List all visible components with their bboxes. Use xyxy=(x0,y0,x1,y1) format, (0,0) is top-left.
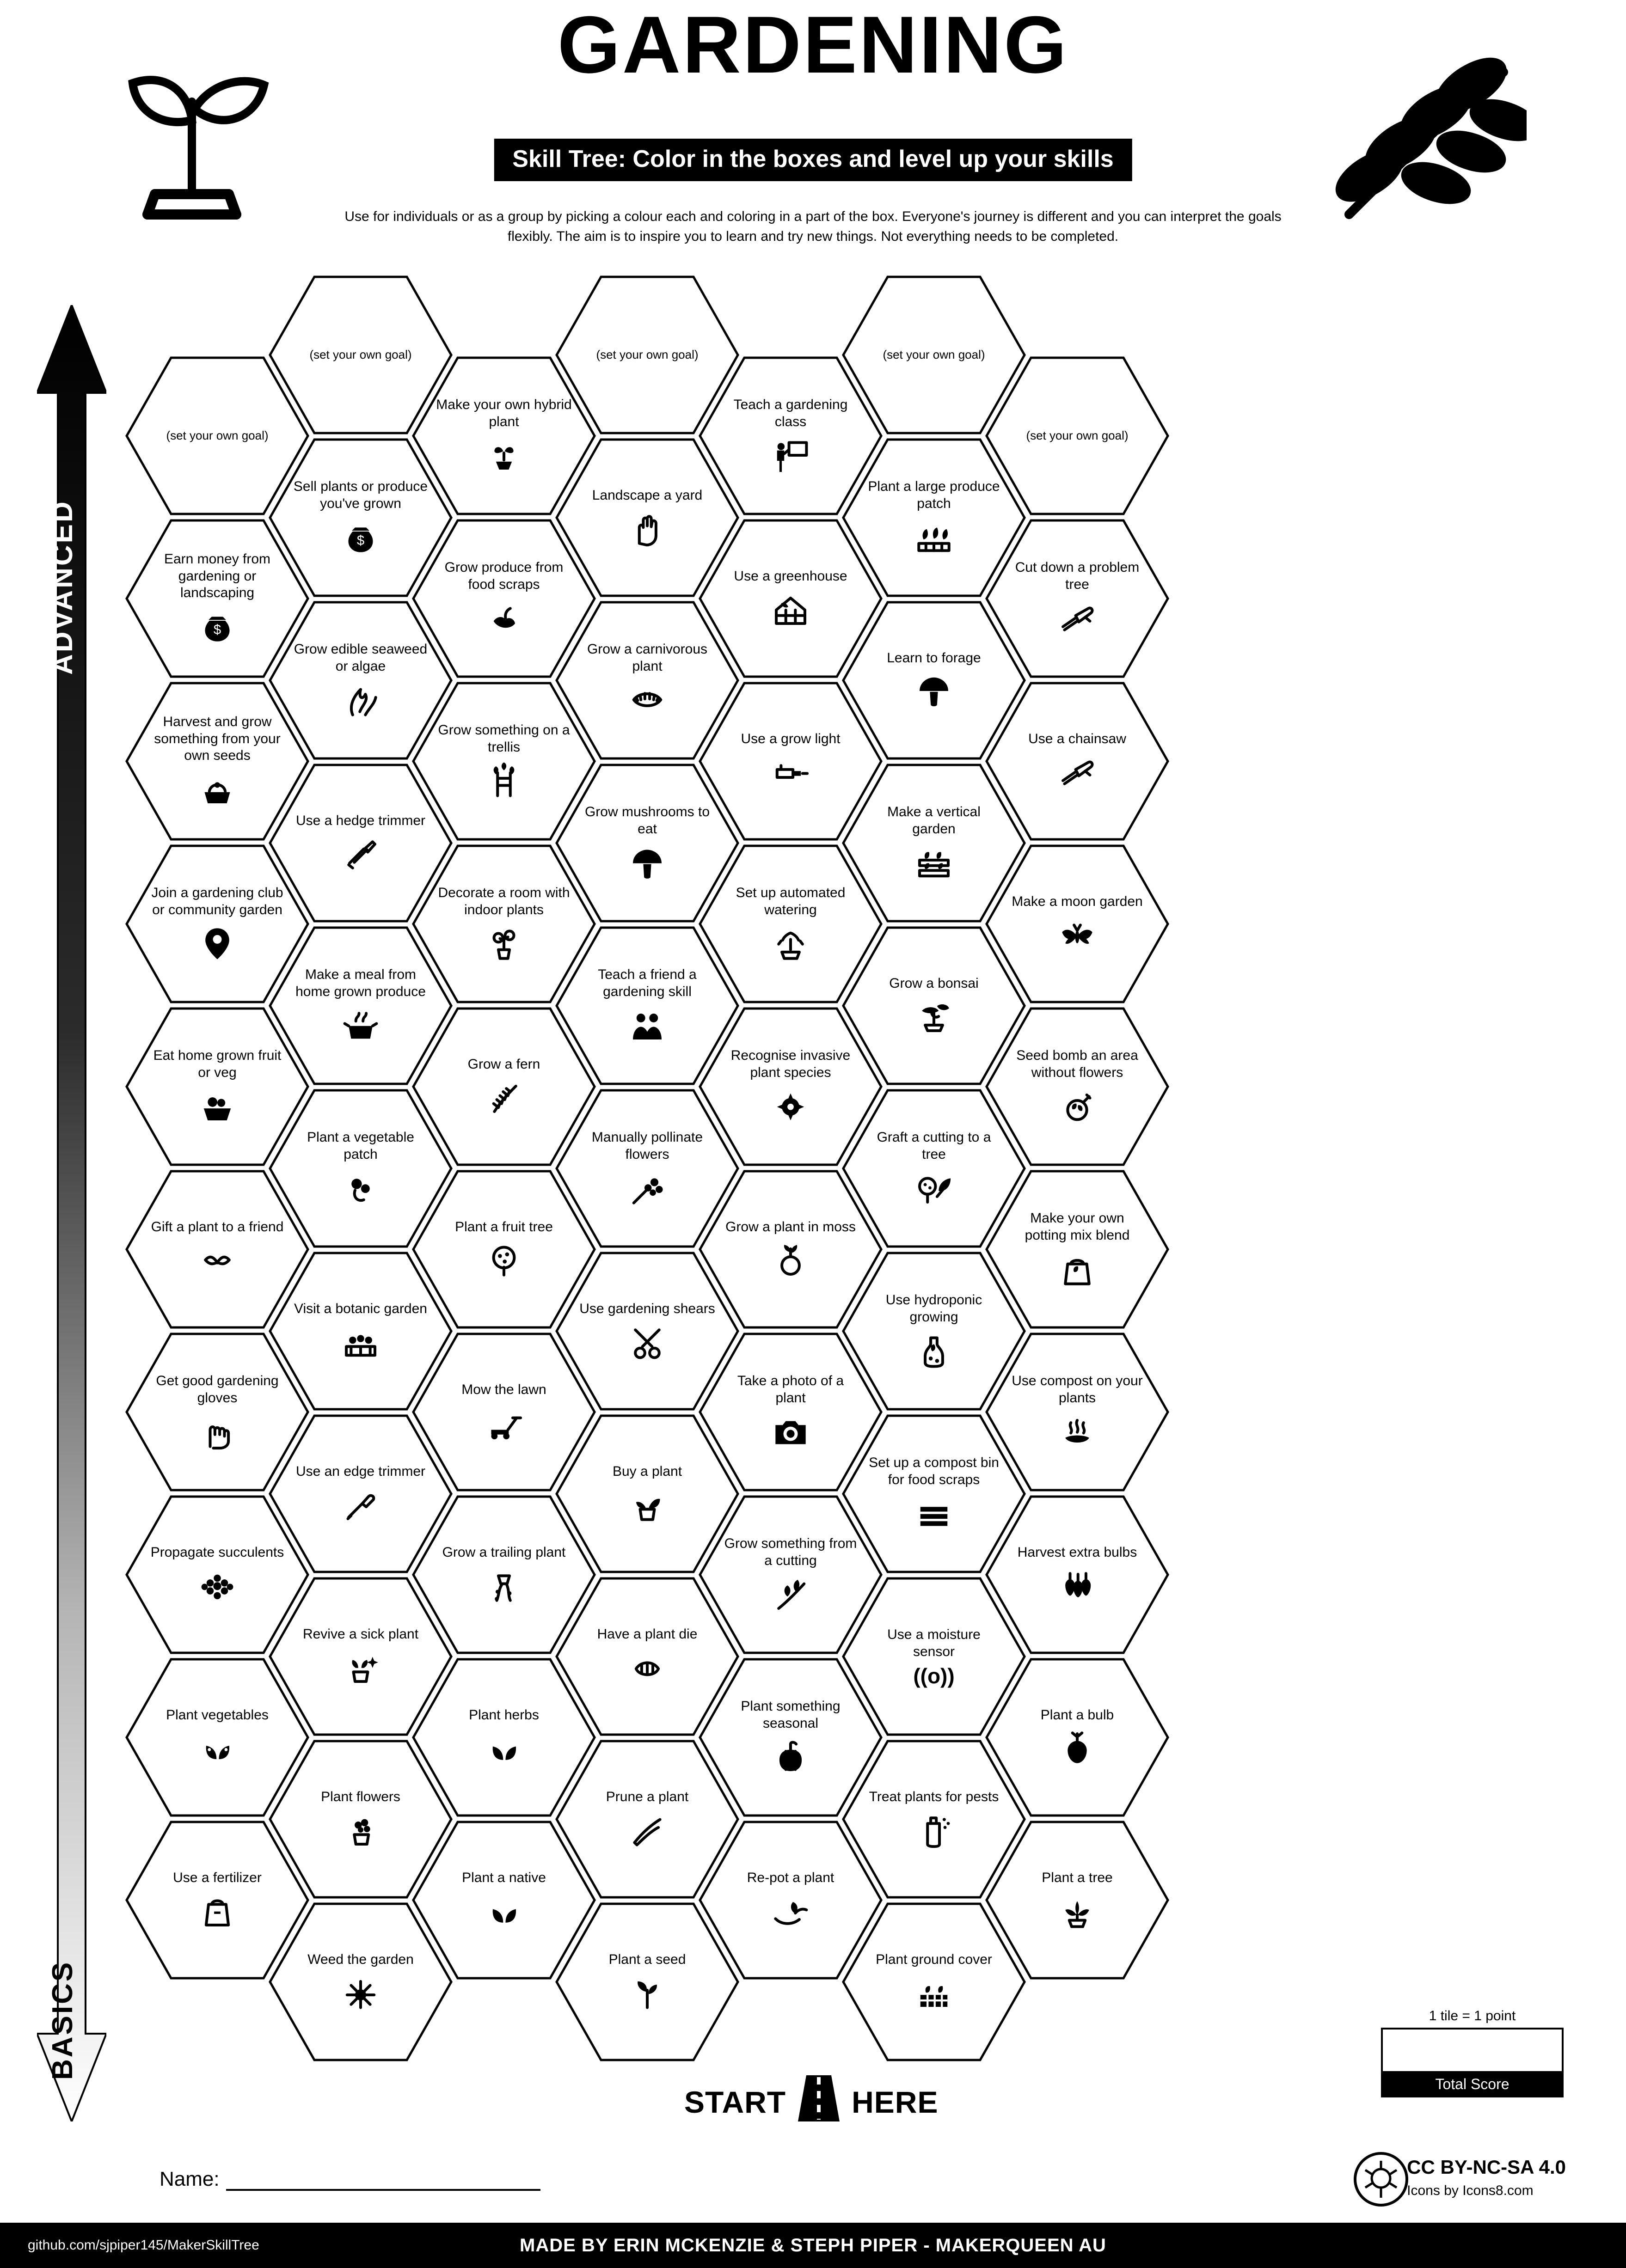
cooking-pot-icon xyxy=(341,1005,380,1045)
skill-tile-label: Teach a friend a gardening skill xyxy=(598,967,697,999)
name-input-line[interactable] xyxy=(226,2187,540,2191)
skill-tile-label: Prune a plant xyxy=(606,1789,689,1804)
trellis-icon xyxy=(484,761,524,801)
skill-tile-label: Decorate a room with indoor plants xyxy=(438,885,570,917)
mushroom-forage-icon xyxy=(914,671,954,711)
skill-tile-label: Gift a plant to a friend xyxy=(151,1219,284,1235)
gift-plant-icon xyxy=(197,1240,237,1280)
potted-plant-icon xyxy=(627,1485,667,1524)
subtitle-banner: Skill Tree: Color in the boxes and level up your skills xyxy=(494,139,1132,181)
skill-tile[interactable] xyxy=(985,1495,1170,1655)
axis-label-basics: BASICS xyxy=(47,1960,79,2080)
skill-tile-label: Plant ground cover xyxy=(876,1951,992,1967)
skill-tile-label: Buy a plant xyxy=(612,1463,682,1479)
seaweed-icon xyxy=(341,680,380,720)
skill-tile[interactable] xyxy=(985,1007,1170,1167)
footer-repo-link[interactable]: github.com/sjpiper145/MakerSkillTree xyxy=(28,2237,259,2253)
skill-tile-label: Harvest extra bulbs xyxy=(1017,1544,1137,1560)
bulb-icon xyxy=(1057,1728,1097,1768)
money-bag-icon xyxy=(341,517,380,557)
herbs-icon xyxy=(484,1728,524,1768)
skill-tile-label: Visit a botanic garden xyxy=(294,1301,427,1316)
skill-tile-label: Make your own potting mix blend xyxy=(1025,1210,1130,1243)
name-field-row xyxy=(160,2168,540,2191)
veg-patch-icon xyxy=(341,1168,380,1208)
graft-icon xyxy=(914,1168,954,1208)
skill-tile-label: Use a fertilizer xyxy=(173,1870,262,1885)
skill-tile[interactable] xyxy=(985,1332,1170,1492)
skill-tile-label: Plant a fruit tree xyxy=(455,1219,553,1235)
score-note: 1 tile = 1 point xyxy=(1429,2008,1516,2023)
seed-tray-icon xyxy=(197,769,237,809)
skill-tile-label: Have a plant die xyxy=(597,1626,698,1642)
indoor-plant-icon xyxy=(484,923,524,963)
vertical-garden-icon xyxy=(914,843,954,882)
skill-tile-label: Use gardening shears xyxy=(579,1301,715,1316)
seed-bomb-icon xyxy=(1057,1086,1097,1126)
skill-tile-label: Plant a vegetable patch xyxy=(307,1130,414,1162)
fertilizer-bag-icon xyxy=(197,1891,237,1931)
skill-tile-label: Use a moisture sensor xyxy=(887,1627,981,1659)
money-bag-icon xyxy=(197,606,237,646)
skill-tile-label: Mow the lawn xyxy=(461,1382,546,1397)
skill-tile-label: Eat home grown fruit or veg xyxy=(153,1048,282,1080)
skill-tile-label: Cut down a problem tree xyxy=(1015,560,1140,592)
chainsaw-icon xyxy=(1057,598,1097,638)
skill-tile-label: (set your own goal) xyxy=(309,348,412,362)
compost-bin-icon xyxy=(914,1493,954,1533)
grow-light-icon xyxy=(771,752,810,792)
svg-text:$: $ xyxy=(213,623,221,638)
skill-tile-label: Take a photo of a plant xyxy=(737,1373,844,1406)
repot-icon xyxy=(771,1891,810,1931)
page-title: GARDENING xyxy=(557,0,1069,90)
skill-tile-label: Grow a carnivorous plant xyxy=(587,642,708,674)
sprout-leaves-icon xyxy=(197,1728,237,1768)
skill-tile-label: Use compost on your plants xyxy=(1012,1373,1143,1406)
skill-tile-label: Make a vertical garden xyxy=(887,804,981,837)
carnivorous-plant-icon xyxy=(627,680,667,720)
skill-tile-label: Grow edible seaweed or algae xyxy=(294,642,428,674)
succulent-icon xyxy=(197,1565,237,1605)
tree-pot-icon xyxy=(1057,1891,1097,1931)
skill-tile-label: Treat plants for pests xyxy=(869,1789,999,1804)
skill-tile-label: Earn money from gardening or landscaping xyxy=(164,551,271,601)
license-block xyxy=(1407,2156,1566,2199)
road-icon xyxy=(798,2075,840,2128)
compost-icon xyxy=(1057,1412,1097,1451)
skill-tile[interactable] xyxy=(985,519,1170,679)
shears-icon xyxy=(627,1322,667,1362)
moss-ball-icon xyxy=(771,1240,810,1280)
chainsaw-icon xyxy=(1057,752,1097,792)
skill-tile-label: Plant a bulb xyxy=(1040,1707,1114,1723)
skill-tile-label: Use an edge trimmer xyxy=(295,1463,426,1479)
skill-tile-label: (set your own goal) xyxy=(596,348,699,362)
skill-tile-label: Learn to forage xyxy=(887,650,981,666)
skill-tile[interactable] xyxy=(985,844,1170,1004)
skill-tile-label: Use a chainsaw xyxy=(1028,731,1126,746)
greenhouse-icon xyxy=(771,589,810,629)
moth-icon xyxy=(1057,915,1097,954)
weed-icon xyxy=(341,1973,380,2012)
creative-commons-badge-icon xyxy=(1353,2152,1409,2209)
score-entry-field[interactable] xyxy=(1381,2028,1564,2073)
seedling-icon xyxy=(627,1973,667,2012)
hydroponic-icon xyxy=(914,1331,954,1370)
skill-tile-label: Grow a plant in moss xyxy=(725,1219,856,1235)
skill-tile-label: Revive a sick plant xyxy=(302,1626,419,1642)
pest-spray-icon xyxy=(914,1810,954,1850)
skill-tile-label: Seed bomb an area without flowers xyxy=(1016,1048,1138,1080)
skill-tile-label: Use a hedge trimmer xyxy=(295,813,426,828)
mushroom-icon xyxy=(627,843,667,882)
skill-tile-label: Plant vegetables xyxy=(166,1707,269,1723)
gloves-icon xyxy=(197,1412,237,1451)
skill-tile-label: Join a gardening club or community garden xyxy=(151,885,283,917)
axis-label-advanced: ADVANCED xyxy=(47,500,79,675)
intro-paragraph: Use for individuals or as a group by picking a colour each and coloring in a part of the box. Everyone's journey is different and you can interpret the goals flexibly. The aim is to inspire you to learn and try new things. Not everything needs to be completed. xyxy=(344,209,1282,244)
start-here-marker xyxy=(684,2075,938,2128)
lawn-mower-icon xyxy=(484,1403,524,1443)
landscape-icon xyxy=(627,508,667,548)
bonsai-icon xyxy=(914,996,954,1036)
skill-tile-label: Plant a seed xyxy=(608,1951,686,1967)
skill-tile-label: Use a greenhouse xyxy=(734,568,847,584)
skill-tile-label: Grow a trailing plant xyxy=(442,1544,566,1560)
fruit-basket-icon xyxy=(197,1086,237,1126)
skill-tile-label: Weed the garden xyxy=(307,1951,414,1967)
skill-tile-label: Plant something seasonal xyxy=(741,1699,841,1731)
moisture-sensor-icon: ((o)) xyxy=(913,1663,955,1688)
produce-patch-icon xyxy=(914,517,954,557)
food-scraps-icon xyxy=(484,598,524,638)
fruit-tree-icon xyxy=(484,1240,524,1280)
native-plant-icon xyxy=(484,1891,524,1931)
skill-tile-label: Grow something from a cutting xyxy=(724,1536,857,1568)
icons-credit: Icons by Icons8.com xyxy=(1407,2183,1534,2198)
skill-tile-label: Make a moon garden xyxy=(1012,893,1143,909)
skill-tile-label: Manually pollinate flowers xyxy=(591,1130,703,1162)
fern-icon xyxy=(484,1077,524,1117)
pruning-shears-icon xyxy=(627,1810,667,1850)
trailing-plant-icon xyxy=(484,1565,524,1605)
start-word: START xyxy=(684,2085,786,2119)
skill-tile[interactable] xyxy=(985,1820,1170,1980)
skill-tile-label: Sell plants or produce you've grown xyxy=(293,479,428,511)
teach-friend-icon xyxy=(627,1005,667,1045)
skill-tile-label: (set your own goal) xyxy=(1026,428,1129,443)
skill-tile-label: Plant a native xyxy=(462,1870,546,1885)
skill-tile[interactable] xyxy=(985,1657,1170,1817)
pumpkin-icon xyxy=(771,1737,810,1777)
hedge-trimmer-icon xyxy=(341,834,380,874)
skill-tile-label: Grow produce from food scraps xyxy=(444,560,564,592)
skill-tile-label: Grow mushrooms to eat xyxy=(584,804,710,837)
score-label: Total Score xyxy=(1381,2073,1564,2097)
dead-plant-icon xyxy=(627,1647,667,1687)
teaching-board-icon xyxy=(771,435,810,475)
skill-tile[interactable] xyxy=(985,1169,1170,1329)
skill-tile-label: Re-pot a plant xyxy=(747,1870,834,1885)
skill-tile-label: Harvest and grow something from your own seeds xyxy=(154,714,281,764)
svg-text:$: $ xyxy=(356,533,365,548)
skill-tile-label: Use a grow light xyxy=(741,731,841,746)
skill-tile-label: Graft a cutting to a tree xyxy=(877,1130,991,1162)
bulbs-icon xyxy=(1057,1565,1097,1605)
location-pin-icon xyxy=(197,923,237,963)
skill-tile-label: Use hydroponic growing xyxy=(885,1292,982,1325)
edge-trimmer-icon xyxy=(341,1485,380,1524)
skill-tile-label: Set up automated watering xyxy=(736,885,846,917)
skill-tile-custom-goal[interactable] xyxy=(985,356,1170,516)
skill-tile-label: Recognise invasive plant species xyxy=(730,1048,851,1080)
camera-icon xyxy=(771,1412,810,1451)
skill-tile-label: Make your own hybrid plant xyxy=(436,397,572,429)
name-label: Name: xyxy=(160,2168,220,2190)
skill-tile[interactable] xyxy=(985,681,1170,841)
skill-tile-label: Make a meal from home grown produce xyxy=(295,967,426,999)
skill-tile-label: Set up a compost bin for food scraps xyxy=(869,1455,999,1487)
potting-mix-icon xyxy=(1057,1249,1097,1289)
pollinate-icon xyxy=(627,1168,667,1208)
hybrid-plant-icon xyxy=(484,435,524,475)
skill-tile-label: Plant a tree xyxy=(1042,1870,1113,1885)
garden-bed-icon xyxy=(341,1322,380,1362)
flower-pot-icon xyxy=(341,1810,380,1850)
invasive-plant-icon xyxy=(771,1086,810,1126)
skill-tile-label: Propagate succulents xyxy=(150,1544,284,1560)
skill-tile-label: Get good gardening gloves xyxy=(156,1373,279,1406)
skill-tile-label: Plant a large produce patch xyxy=(868,479,1000,511)
ground-cover-icon xyxy=(914,1973,954,2012)
footer-credits: MADE BY ERIN MCKENZIE & STEPH PIPER - MAKERQUEEN AU xyxy=(520,2235,1106,2256)
skill-tile-label: Grow something on a trellis xyxy=(438,722,570,755)
skill-tile-label: Plant flowers xyxy=(321,1789,400,1804)
revive-plant-icon xyxy=(341,1647,380,1687)
skill-tile-label: Teach a gardening class xyxy=(733,397,848,429)
skill-tile-label: (set your own goal) xyxy=(883,348,985,362)
here-word: HERE xyxy=(852,2085,939,2119)
skill-tile-label: Grow a fern xyxy=(467,1056,540,1072)
skill-tile-label: Grow a bonsai xyxy=(889,975,979,991)
total-score-box xyxy=(1381,2008,1564,2097)
skill-tile-label: Landscape a yard xyxy=(592,487,703,503)
skill-tile-label: (set your own goal) xyxy=(166,428,269,443)
cutting-icon xyxy=(771,1574,810,1614)
page-footer xyxy=(0,2223,1626,2268)
skill-tile-label: Plant herbs xyxy=(469,1707,539,1723)
sprinkler-icon xyxy=(771,923,810,963)
license-text: CC BY-NC-SA 4.0 xyxy=(1407,2156,1566,2178)
